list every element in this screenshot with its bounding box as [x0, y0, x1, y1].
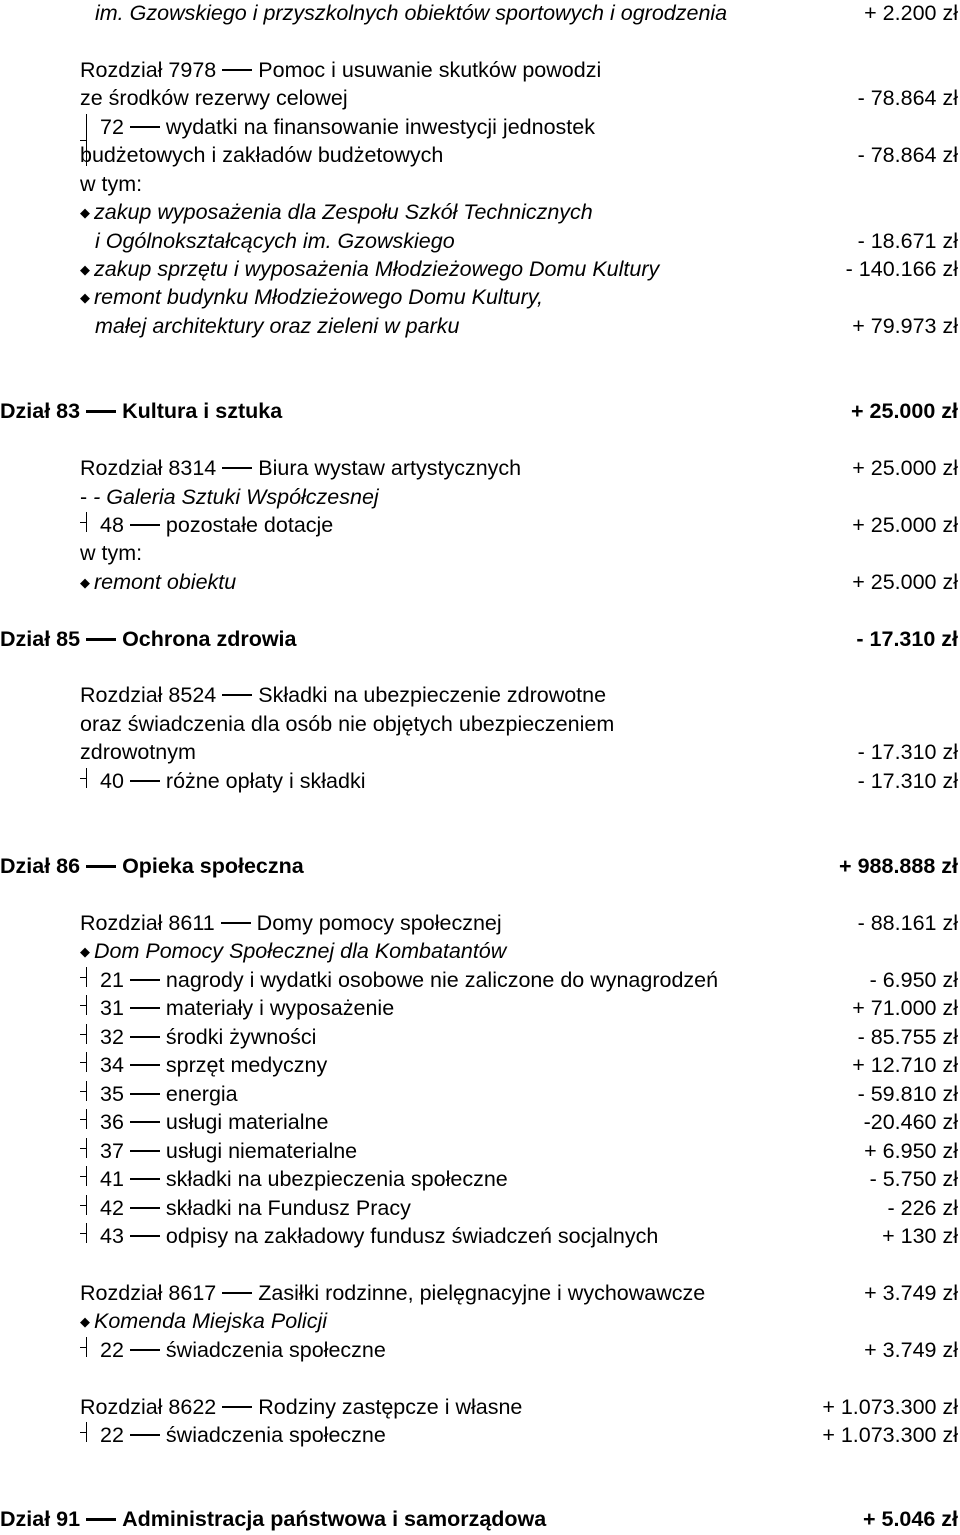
dash-separator: [130, 1207, 160, 1209]
paragraph-line: 43 odpisy na zakładowy fundusz świadczeń socjalnych: [100, 1224, 659, 1248]
dash-separator: [130, 126, 160, 128]
section-heading: Dział 91 Administracja państwowa i samorządowa: [0, 1507, 547, 1531]
chapter-heading: Rozdział 8314 Biura wystaw artystycznych: [80, 456, 522, 480]
amount: + 25.000 zł: [851, 399, 958, 423]
amount: + 3.749 zł: [864, 1338, 958, 1362]
text-line: im. Gzowskiego i przyszkolnych obiektów sportowych i ogrodzenia: [95, 1, 728, 25]
amount: + 25.000 zł: [852, 570, 958, 594]
amount: -20.460 zł: [863, 1110, 958, 1134]
paragraph-line: 35 energia: [100, 1082, 238, 1106]
amount: - 17.310 zł: [857, 769, 958, 793]
amount: + 25.000 zł: [852, 513, 958, 537]
bracket-icon: [80, 967, 94, 987]
text-line: w tym:: [80, 541, 143, 565]
bracket-icon: [80, 1138, 94, 1158]
chapter-heading: Rozdział 8617 Zasiłki rodzinne, pielęgnacyjne i wychowawcze: [80, 1281, 706, 1305]
text-line: małej architektury oraz zieleni w parku: [95, 314, 460, 338]
dash-separator: [222, 694, 252, 696]
dash-separator: [130, 1064, 160, 1066]
bracket-icon: [80, 1024, 94, 1044]
dash-separator: [86, 638, 116, 641]
amount: + 1.073.300 zł: [822, 1395, 958, 1419]
paragraph-line: 37 usługi niematerialne: [100, 1139, 358, 1163]
bracket-icon: [80, 768, 94, 788]
dash-separator: [130, 780, 160, 782]
bracket-icon: [80, 1223, 94, 1243]
bracket-icon: [80, 1052, 94, 1072]
dash-separator: [221, 922, 251, 924]
paragraph-line: 34 sprzęt medyczny: [100, 1053, 328, 1077]
diamond-bullet-icon: ◆: [80, 944, 90, 959]
paragraph-line: 48 pozostałe dotacje: [100, 513, 334, 537]
amount: + 71.000 zł: [852, 996, 958, 1020]
text-line: budżetowych i zakładów budżetowych: [80, 143, 444, 167]
chapter-heading: Rozdział 8524 Składki na ubezpieczenie zdrowotne: [80, 683, 607, 707]
amount: - 18.671 zł: [857, 229, 958, 253]
amount: + 988.888 zł: [839, 854, 958, 878]
bullet-item: ◆ remont budynku Młodzieżowego Domu Kultury,: [80, 285, 543, 309]
text-line: - - Galeria Sztuki Współczesnej: [80, 485, 379, 509]
bullet-item: ◆ Komenda Miejska Policji: [80, 1309, 328, 1333]
paragraph-line: 72 wydatki na finansowanie inwestycji jednostek: [100, 115, 595, 139]
dash-separator: [130, 1093, 160, 1095]
paragraph-line: 36 usługi materialne: [100, 1110, 329, 1134]
amount: - 17.310 zł: [857, 740, 958, 764]
amount: - 85.755 zł: [857, 1025, 958, 1049]
dash-separator: [130, 1235, 160, 1237]
dash-separator: [130, 524, 160, 526]
text-line: oraz świadczenia dla osób nie objętych ubezpieczeniem: [80, 712, 615, 736]
bracket-icon: [80, 1195, 94, 1215]
paragraph-line: 40 różne opłaty i składki: [100, 769, 366, 793]
bracket-icon: [80, 1081, 94, 1101]
paragraph-line: 21 nagrody i wydatki osobowe nie zaliczone do wynagrodzeń: [100, 968, 719, 992]
bullet-item: ◆ Dom Pomocy Społecznej dla Kombatantów: [80, 939, 507, 963]
bullet-item: ◆ remont obiektu: [80, 570, 237, 594]
diamond-bullet-icon: ◆: [80, 262, 90, 277]
bracket-icon: [80, 1422, 94, 1442]
bracket-icon: [80, 1337, 94, 1357]
amount: + 12.710 zł: [852, 1053, 958, 1077]
text-line: ze środków rezerwy celowej: [80, 86, 348, 110]
bracket-icon: [80, 995, 94, 1015]
paragraph-line: 32 środki żywności: [100, 1025, 317, 1049]
amount: + 5.046 zł: [862, 1507, 958, 1531]
amount: - 140.166 zł: [845, 257, 958, 281]
dash-separator: [222, 1406, 252, 1408]
amount: - 78.864 zł: [857, 86, 958, 110]
amount: + 79.973 zł: [852, 314, 958, 338]
text-line: i Ogólnokształcących im. Gzowskiego: [95, 229, 455, 253]
section-heading: Dział 85 Ochrona zdrowia: [0, 627, 297, 651]
dash-separator: [130, 1121, 160, 1123]
dash-separator: [130, 1349, 160, 1351]
text-line: zdrowotnym: [80, 740, 196, 764]
bracket-icon: [80, 1109, 94, 1129]
text-line: w tym:: [80, 172, 143, 196]
diamond-bullet-icon: ◆: [80, 575, 90, 590]
dash-separator: [130, 1150, 160, 1152]
paragraph-line: 41 składki na ubezpieczenia społeczne: [100, 1167, 508, 1191]
paragraph-line: 22 świadczenia społeczne: [100, 1423, 386, 1447]
paragraph-line: 42 składki na Fundusz Pracy: [100, 1196, 411, 1220]
bullet-item: ◆ zakup wyposażenia dla Zespołu Szkół Technicznych: [80, 200, 593, 224]
paragraph-line: 31 materiały i wyposażenie: [100, 996, 395, 1020]
amount: - 17.310 zł: [856, 627, 958, 651]
amount: - 5.750 zł: [869, 1167, 958, 1191]
bracket-icon: [80, 1166, 94, 1186]
dash-separator: [130, 1178, 160, 1180]
bracket-icon: [80, 512, 94, 532]
section-heading: Dział 86 Opieka społeczna: [0, 854, 304, 878]
dash-separator: [86, 410, 116, 413]
amount: + 2.200 zł: [864, 1, 958, 25]
diamond-bullet-icon: ◆: [80, 290, 90, 305]
amount: - 6.950 zł: [869, 968, 958, 992]
dash-separator: [130, 1434, 160, 1436]
amount: - 78.864 zł: [857, 143, 958, 167]
paragraph-line: 22 świadczenia społeczne: [100, 1338, 386, 1362]
amount: - 59.810 zł: [857, 1082, 958, 1106]
bullet-item: ◆ zakup sprzętu i wyposażenia Młodzieżowego Domu Kultury: [80, 257, 660, 281]
amount: - 226 zł: [887, 1196, 958, 1220]
chapter-heading: Rozdział 8622 Rodziny zastępcze i własne: [80, 1395, 523, 1419]
dash-separator: [222, 1292, 252, 1294]
section-heading: Dział 83 Kultura i sztuka: [0, 399, 283, 423]
dash-separator: [222, 69, 252, 71]
chapter-heading: Rozdział 8611 Domy pomocy społecznej: [80, 911, 502, 935]
dash-separator: [86, 1518, 116, 1521]
dash-separator: [130, 1007, 160, 1009]
chapter-heading: Rozdział 7978 Pomoc i usuwanie skutków powodzi: [80, 58, 602, 82]
dash-separator: [130, 979, 160, 981]
amount: - 88.161 zł: [857, 911, 958, 935]
amount: + 25.000 zł: [852, 456, 958, 480]
amount: + 3.749 zł: [864, 1281, 958, 1305]
dash-separator: [86, 865, 116, 868]
dash-separator: [222, 467, 252, 469]
diamond-bullet-icon: ◆: [80, 1314, 90, 1329]
diamond-bullet-icon: ◆: [80, 205, 90, 220]
amount: + 130 zł: [882, 1224, 958, 1248]
dash-separator: [130, 1036, 160, 1038]
amount: + 6.950 zł: [864, 1139, 958, 1163]
amount: + 1.073.300 zł: [822, 1423, 958, 1447]
